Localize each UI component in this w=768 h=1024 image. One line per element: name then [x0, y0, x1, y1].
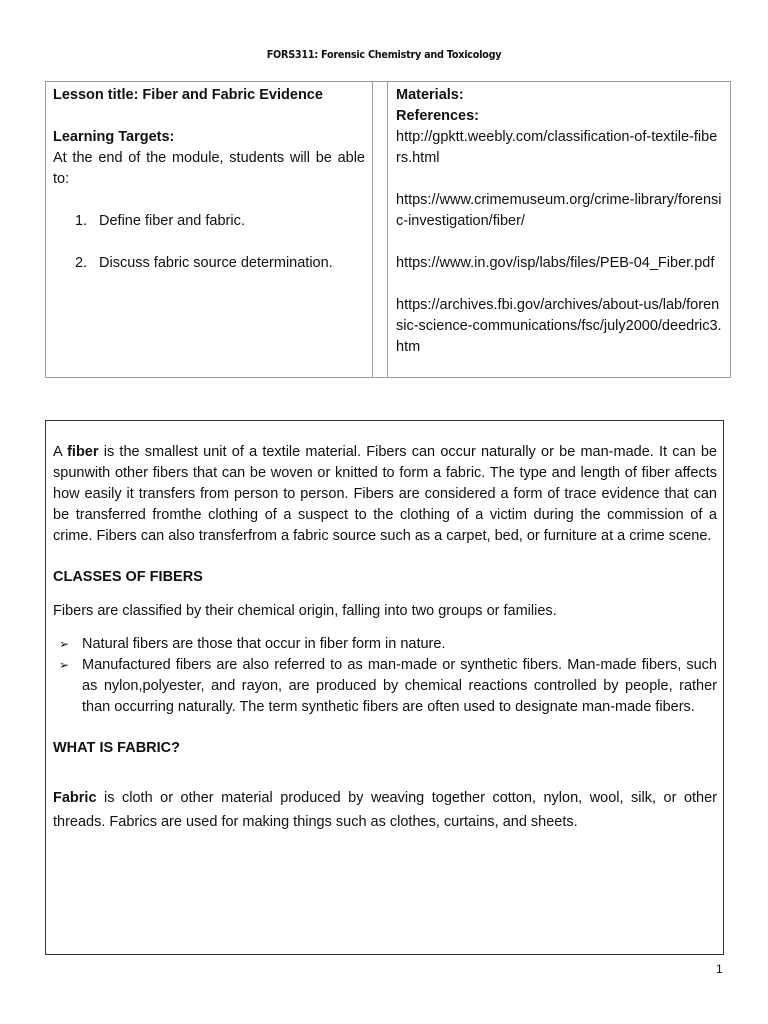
arrowhead-bullet-icon: ➢: [59, 637, 70, 651]
lesson-title: Lesson title: Fiber and Fabric Evidence: [53, 87, 323, 103]
reference-link-3[interactable]: https://www.in.gov/isp/labs/files/PEB-04_Fiber.pdf: [396, 255, 715, 271]
fabric-definition-paragraph: Fabric is cloth or other material produced by weaving together cotton, nylon, wool, silk, or other threads. Fabrics are used for making things such as clothes, curtains, and sheets.: [53, 790, 717, 830]
learning-target-2: 2. Discuss fabric source determination.: [75, 255, 333, 271]
learning-targets-heading: Learning Targets:: [53, 129, 175, 145]
page-number: 1: [716, 962, 723, 976]
document-header: FORS311: Forensic Chemistry and Toxicology: [266, 48, 502, 61]
lesson-right-column: [388, 82, 730, 377]
table-spacer-column: [373, 82, 388, 377]
learning-targets-intro: At the end of the module, students will be able to:: [53, 150, 365, 187]
fiber-definition-paragraph: A fiber is the smallest unit of a textile material. Fibers can occur naturally or be man-made. It can be spunwith other fibers that can be woven or knitted to form a fabric. The type and length of fiber affects how easily it transfers from person to person. Fibers are considered a form of trace evidence that can be transferred fromthe clothing of a suspect to the clothing of a victim during the commission of a crime. Fibers can also transferfrom a fabric source such as a carpet, bed, or furniture at a crime scene.: [53, 444, 717, 544]
lesson-info-table: [45, 81, 731, 378]
what-is-fabric-heading: WHAT IS FABRIC?: [53, 740, 180, 756]
fabric-term: Fabric: [53, 790, 97, 806]
lesson-left-column: [46, 82, 373, 377]
list-item: ➢ Manufactured fibers are also referred to as man-made or synthetic fibers. Man-made fibers, such as nylon,polyester, and rayon, are produced by chemical reactions controlled by people, rather than occurring naturally. The term synthetic fibers are often used to designate man-made fibers.: [59, 657, 717, 715]
fiber-term: fiber: [67, 444, 99, 460]
classes-of-fibers-heading: CLASSES OF FIBERS: [53, 569, 203, 585]
references-label: References:: [396, 108, 480, 124]
list-item: ➢ Natural fibers are those that occur in fiber form in nature.: [53, 634, 717, 655]
learning-target-1: 1. Define fiber and fabric.: [75, 213, 245, 229]
reference-link-2[interactable]: https://www.crimemuseum.org/crime-library/forensic-investigation/fiber/: [396, 192, 722, 229]
reference-link-1[interactable]: http://gpktt.weebly.com/classification-of-textile-fibers.html: [396, 129, 718, 166]
lesson-content-box: [45, 420, 724, 955]
classes-intro: Fibers are classified by their chemical origin, falling into two groups or families.: [53, 603, 557, 619]
fiber-classes-list: [53, 634, 717, 718]
reference-link-4[interactable]: https://archives.fbi.gov/archives/about-us/lab/forensic-science-communications/fsc/july2000/deedric3.htm: [396, 297, 722, 355]
materials-label: Materials:: [396, 87, 464, 103]
arrowhead-bullet-icon: ➢: [59, 658, 70, 672]
